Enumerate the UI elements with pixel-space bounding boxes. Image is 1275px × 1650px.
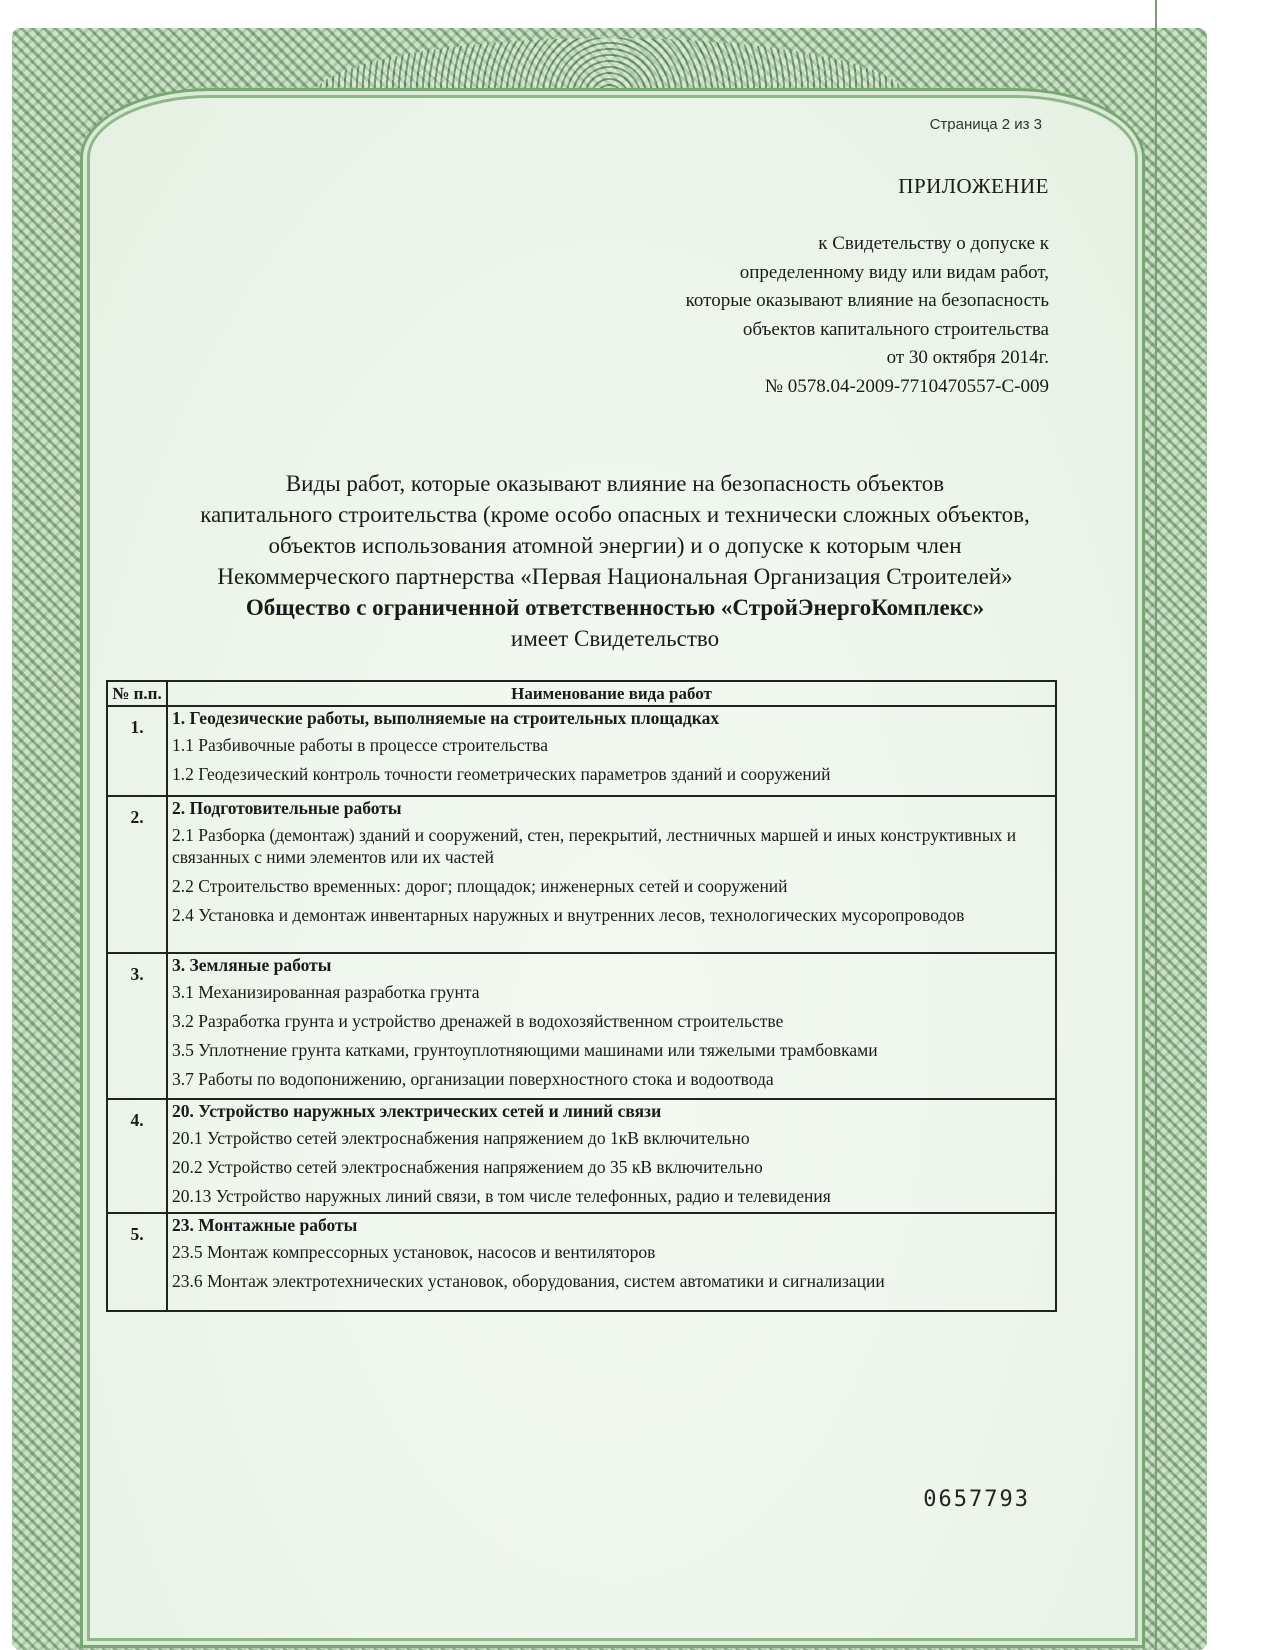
page-number: Страница 2 из 3 (929, 116, 1042, 133)
work-item: 3.7 Работы по водопонижению, организации поверхностного стока и водоотвода (172, 1069, 774, 1089)
table-header-row (107, 681, 1056, 706)
work-item: 3.1 Механизированная разработка грунта (172, 982, 480, 1002)
scan-edge-line (1155, 0, 1157, 1650)
document-heading (110, 468, 1120, 654)
organization-name: Общество с ограниченной ответственностью «СтройЭнергоКомплекс» (245, 595, 985, 620)
row-number: 3. (107, 953, 167, 1099)
appendix-reference (686, 230, 1049, 401)
table-row (107, 706, 1056, 796)
work-group-title: 2. Подготовительные работы (172, 798, 402, 818)
table-row (107, 953, 1056, 1099)
appendix-line: определенному виду или видам работ, (739, 261, 1049, 283)
work-item: 23.5 Монтаж компрессорных установок, насосов и вентиляторов (172, 1242, 656, 1262)
frame-top-ornament (312, 38, 907, 98)
row-content (167, 953, 1056, 1099)
work-item: 23.6 Монтаж электротехнических установок, оборудования, систем автоматики и сигнализации (172, 1271, 885, 1291)
heading-line: Виды работ, которые оказывают влияние на безопасность объектов (285, 471, 945, 496)
work-group-title: 3. Земляные работы (172, 955, 332, 975)
work-item: 20.13 Устройство наружных линий связи, в том числе телефонных, радио и телевидения (172, 1186, 831, 1206)
work-item: 2.1 Разборка (демонтаж) зданий и сооружений, стен, перекрытий, лестничных маршей и иных конструктивных и связанных с ними элементов или их частей (172, 825, 1017, 867)
work-item: 2.4 Установка и демонтаж инвентарных наружных и внутренних лесов, технологических мусоропроводов (172, 905, 965, 925)
work-item: 20.2 Устройство сетей электроснабжения напряжением до 35 кВ включительно (172, 1157, 763, 1177)
work-item: 1.2 Геодезический контроль точности геометрических параметров зданий и сооружений (172, 764, 831, 784)
works-table (106, 680, 1057, 1312)
heading-line: капитального строительства (кроме особо опасных и технически сложных объектов, (200, 502, 1030, 527)
work-group-title: 1. Геодезические работы, выполняемые на строительных площадках (172, 708, 720, 728)
header-work-name: Наименование вида работ (167, 681, 1056, 706)
certificate-number: № 0578.04-2009-7710470557-С-009 (764, 375, 1049, 397)
appendix-line: к Свидетельству о допуске к (818, 233, 1049, 254)
row-content (167, 1213, 1056, 1311)
table-row (107, 1213, 1056, 1311)
row-content (167, 706, 1056, 796)
work-item: 2.2 Строительство временных: дорог; площадок; инженерных сетей и сооружений (172, 876, 788, 896)
heading-line: имеет Свидетельство (510, 626, 720, 651)
work-item: 1.1 Разбивочные работы в процессе строительства (172, 735, 548, 755)
row-number: 2. (107, 796, 167, 953)
row-content (167, 1099, 1056, 1213)
appendix-line: объектов капитального строительства (742, 318, 1049, 340)
work-group-title: 23. Монтажные работы (172, 1215, 358, 1235)
table-row (107, 1099, 1056, 1213)
heading-line: Некоммерческого партнерства «Первая Национальная Организация Строителей» (217, 564, 1013, 589)
work-item: 20.1 Устройство сетей электроснабжения напряжением до 1кВ включительно (172, 1128, 750, 1148)
work-item: 3.5 Уплотнение грунта катками, грунтоуплотняющими машинами или тяжелыми трамбовками (172, 1040, 878, 1060)
work-group-title: 20. Устройство наружных электрических сетей и линий связи (172, 1101, 662, 1121)
row-number: 1. (107, 706, 167, 796)
header-number: № п.п. (107, 681, 167, 706)
form-serial-number: 0657793 (923, 1487, 1030, 1512)
appendix-line: которые оказывают влияние на безопасность (685, 290, 1049, 311)
heading-line: объектов использования атомной энергии) и о допуске к которым член (268, 533, 962, 558)
row-number: 5. (107, 1213, 167, 1311)
work-item: 3.2 Разработка грунта и устройство дренажей в водохозяйственном строительстве (172, 1011, 784, 1031)
table-row (107, 796, 1056, 953)
appendix-date: от 30 октября 2014г. (886, 347, 1049, 368)
appendix-title: ПРИЛОЖЕНИЕ (898, 174, 1049, 198)
row-number: 4. (107, 1099, 167, 1213)
row-content (167, 796, 1056, 953)
